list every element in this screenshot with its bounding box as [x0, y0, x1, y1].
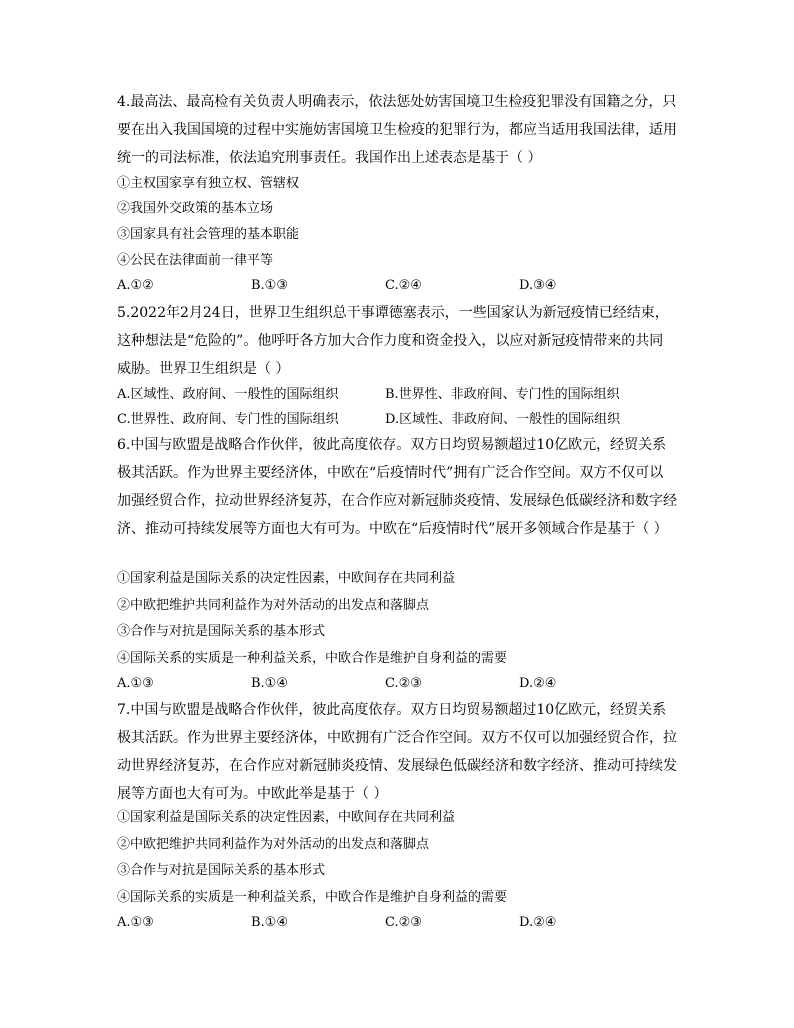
question-6-item-3: ③合作与对抗是国际关系的基本形式: [117, 624, 326, 639]
question-6-choice-b: B.①④: [251, 676, 288, 691]
question-6-item-4: ④国际关系的实质是一种利益关系，中欧合作是维护自身利益的需要: [117, 651, 508, 666]
question-5-stem: 5.2022年2月24日，世界卫生组织总干事谭德塞表示，一些国家认为新冠疫情已经结束，这种想法是“危险的”。他呼吁各方加大合作力度和资金投入，以应对新冠疫情带来的共同威胁。世界卫生组织是（ ）: [117, 305, 669, 377]
question-5-choices-row-2: [117, 409, 677, 431]
question-4-choice-c: C.②④: [385, 278, 422, 293]
question-5-choice-c: C.世界性、政府间、专门性的国际组织: [117, 412, 339, 427]
question-4-choice-d: D.③④: [519, 278, 557, 293]
question-7-choice-b: B.①④: [251, 915, 288, 930]
question-6-stem: 6.中国与欧盟是战略合作伙伴，彼此高度依存。双方日均贸易额超过10亿欧元，经贸关系极其活跃。作为世界主要经济体，中欧在“后疫情时代”拥有广泛合作空间。双方不仅可以加强经贸合作，拉动世界经济复苏，在合作应对新冠肺炎疫情、发展绿色低碳经济和数字经济、推动可持续发展等方面也大有可为。中欧在“后疫情时代”展开多领域合作是基于（ ）: [117, 437, 677, 537]
question-7-choice-c: C.②③: [385, 915, 422, 930]
question-4-item-4: ④公民在法律面前一律平等: [117, 253, 274, 268]
question-6-item-2: ②中欧把维护共同利益作为对外活动的出发点和落脚点: [117, 598, 430, 613]
question-4-stem: 4.最高法、最高检有关负责人明确表示，依法惩处妨害国境卫生检疫犯罪没有国籍之分，只要在出入我国国境的过程中实施妨害国境卫生检疫的犯罪行为，都应当适用我国法律，适用统一的司法标准，依法追究刑事责任。我国作出上述表态是基于（ ）: [117, 94, 677, 166]
question-6-choice-a: A.①③: [117, 676, 154, 691]
question-7-choice-d: D.②④: [519, 915, 557, 930]
question-5-choice-d: D.区域性、非政府间、一般性的国际组织: [385, 412, 621, 427]
question-4-choice-b: B.①③: [251, 278, 288, 293]
question-7-item-4: ④国际关系的实质是一种利益关系，中欧合作是维护自身利益的需要: [117, 890, 508, 905]
question-6-choices: [117, 673, 677, 695]
question-6-choice-d: D.②④: [519, 676, 557, 691]
question-5-choice-a: A.区域性、政府间、一般性的国际组织: [117, 387, 339, 402]
question-6-item-1: ①国家利益是国际关系的决定性因素，中欧间存在共同利益: [117, 571, 456, 586]
question-4-choice-a: A.①②: [117, 278, 154, 293]
question-7-choices: [117, 912, 677, 934]
question-4-choices: [117, 275, 677, 297]
question-5-choices-row-1: [117, 384, 677, 406]
question-6-choice-c: C.②③: [385, 676, 422, 691]
question-7-item-2: ②中欧把维护共同利益作为对外活动的出发点和落脚点: [117, 837, 430, 852]
question-7-item-3: ③合作与对抗是国际关系的基本形式: [117, 863, 326, 878]
question-7-choice-a: A.①③: [117, 915, 154, 930]
question-5-choice-b: B.世界性、非政府间、专门性的国际组织: [385, 387, 620, 402]
question-7-stem: 7.中国与欧盟是战略合作伙伴，彼此高度依存。双方日均贸易额超过10亿欧元，经贸关系极其活跃。作为世界主要经济体，中欧拥有广泛合作空间。双方不仅可以加强经贸合作，拉动世界经济复苏，在合作应对新冠肺炎疫情、发展绿色低碳经济和数字经济、推动可持续发展等方面也大有可为。中欧此举是基于（ ）: [117, 702, 677, 802]
question-4-item-3: ③国家具有社会管理的基本职能: [117, 227, 300, 242]
question-7-item-1: ①国家利益是国际关系的决定性因素，中欧间存在共同利益: [117, 810, 456, 825]
question-4-item-1: ①主权国家享有独立权、管辖权: [117, 176, 300, 191]
question-4-item-2: ②我国外交政策的基本立场: [117, 201, 274, 216]
